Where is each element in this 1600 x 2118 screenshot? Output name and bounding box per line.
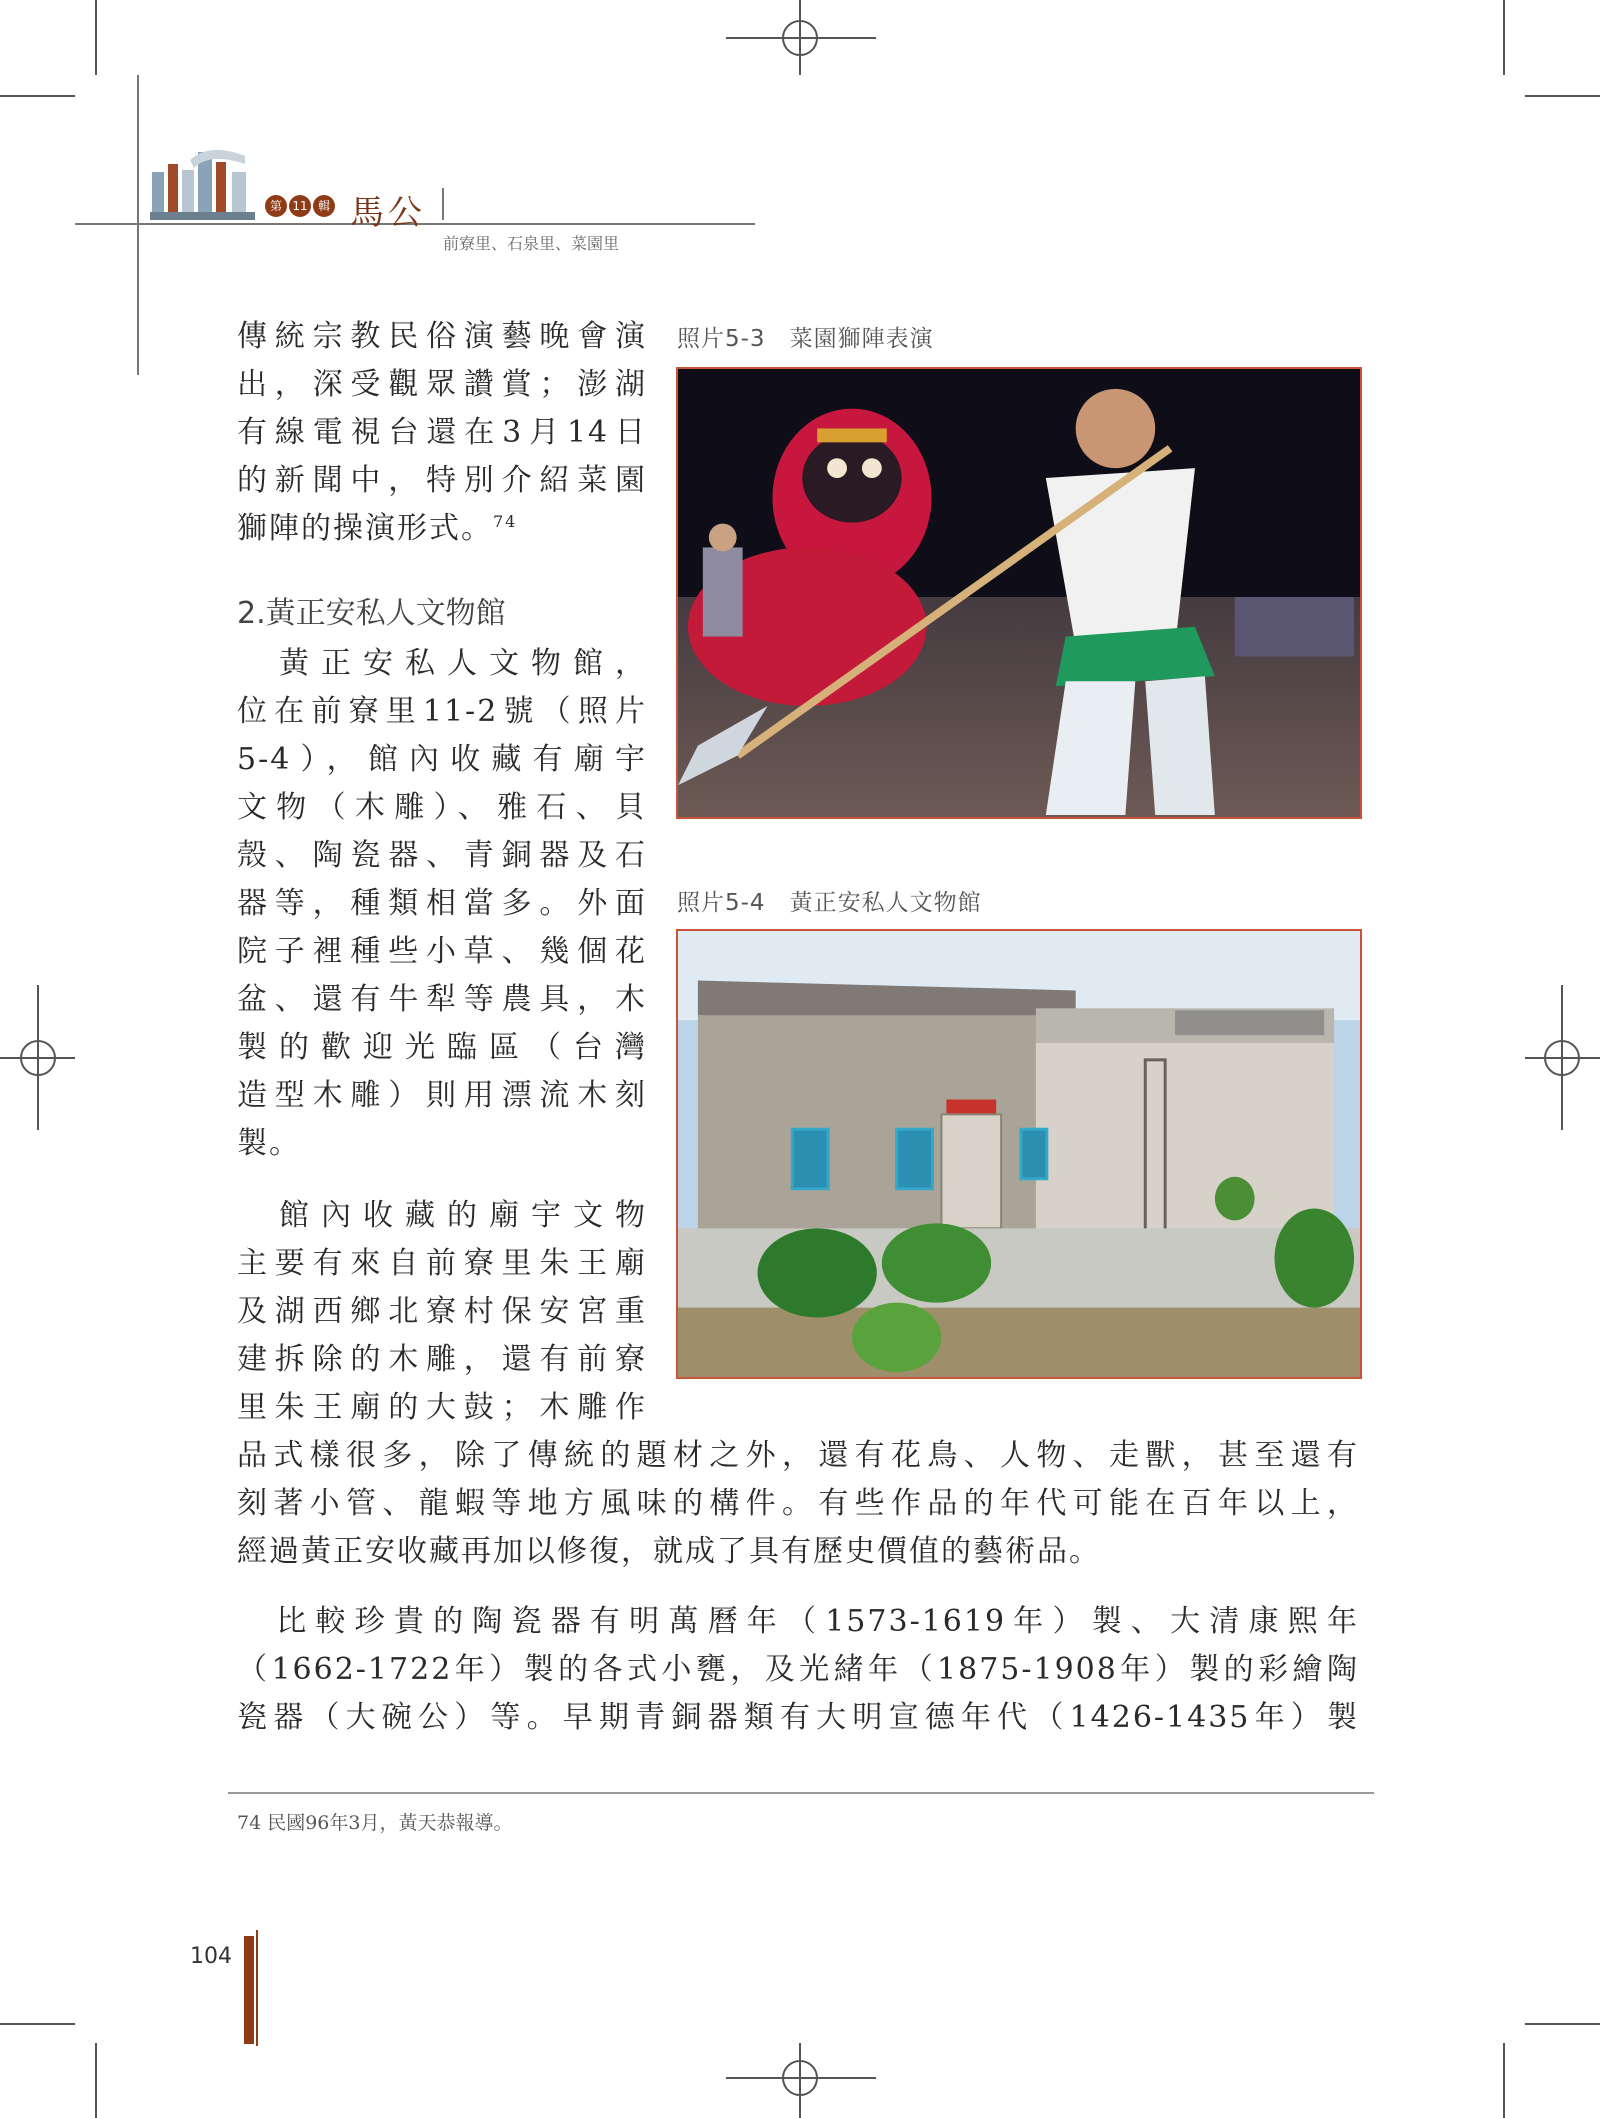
text-line: 館內收藏的廟宇文物	[237, 1198, 647, 1233]
lion-dance-illustration	[678, 369, 1360, 817]
crop-mark	[1503, 0, 1505, 75]
text-line: 造型木雕）則用漂流木刻	[237, 1078, 647, 1113]
registration-line	[1561, 985, 1563, 1130]
photo-caption-5-3: 照片5-3 菜園獅陣表演	[677, 326, 934, 352]
paragraph-4	[237, 1598, 1359, 1742]
text-line: 品式樣很多，除了傳統的題材之外，還有花鳥、人物、走獸，甚至還有	[237, 1438, 1359, 1473]
text-line: 5-4），館內收藏有廟宇	[237, 742, 647, 777]
text-line: 文物（木雕）、雅石、貝	[237, 790, 647, 825]
section-heading: 2.黃正安私人文物館	[237, 596, 506, 631]
crop-mark	[1525, 95, 1600, 97]
crop-mark	[0, 2023, 75, 2025]
registration-line	[799, 0, 801, 75]
text-line: 盆、還有牛犁等農具，木	[237, 982, 647, 1017]
photo-caption-5-4: 照片5-4 黃正安私人文物館	[677, 890, 982, 916]
text-line: 主要有來自前寮里朱王廟	[237, 1246, 647, 1281]
paragraph-3	[237, 1192, 647, 1432]
registration-line	[799, 2043, 801, 2118]
text-line: 院子裡種些小草、幾個花	[237, 934, 647, 969]
text-line: 製的歡迎光臨區（台灣	[237, 1030, 647, 1065]
text-line: 傳統宗教民俗演藝晚會演	[237, 319, 647, 354]
text-line: 位在前寮里11-2號（照片	[237, 694, 647, 729]
page-number: 104	[190, 1944, 232, 1969]
museum-illustration	[678, 931, 1360, 1377]
text-line: 比較珍貴的陶瓷器有明萬曆年（1573-1619年）製、大清康熙年	[237, 1604, 1359, 1639]
crop-mark	[1503, 2043, 1505, 2118]
text-line: 出，深受觀眾讚賞；澎湖	[237, 367, 647, 402]
text-line: 器等，種類相當多。外面	[237, 886, 647, 921]
volume-badge-char: 第	[265, 195, 287, 217]
text-line: （1662-1722年）製的各式小甕，及光緒年（1875-1908年）製的彩繪陶	[237, 1652, 1359, 1687]
temple-gate-logo	[150, 142, 255, 220]
text-line: 殼、陶瓷器、青銅器及石	[237, 838, 647, 873]
text-line: 黃正安私人文物館，	[237, 646, 647, 681]
text-line: 建拆除的木雕，還有前寮	[237, 1342, 647, 1377]
text-line: 刻著小管、龍蝦等地方風味的構件。有些作品的年代可能在百年以上，	[237, 1486, 1359, 1521]
header-vertical-rule	[137, 75, 139, 375]
crop-mark	[0, 95, 75, 97]
series-title: 馬公	[350, 193, 426, 233]
text-fragment: 獅陣的操演形式。	[237, 511, 493, 546]
photo-museum-building	[676, 929, 1362, 1379]
page-number-bar-thin	[256, 1930, 258, 2046]
text-line: 的新聞中，特別介紹菜園	[237, 463, 647, 498]
village-subtitle: 前寮里、石泉里、菜園里	[443, 234, 620, 253]
footnote-rule	[228, 1792, 1374, 1794]
text-line: 里朱王廟的大鼓；木雕作	[237, 1390, 647, 1425]
paragraph-1	[237, 313, 647, 553]
footnote-ref: 74	[493, 512, 518, 531]
registration-line	[726, 37, 876, 39]
volume-badge	[265, 195, 335, 217]
text-line: 經過黃正安收藏再加以修復，就成了具有歷史價值的藝術品。	[237, 1534, 1101, 1569]
crop-mark	[95, 2043, 97, 2118]
text-line: 及湖西鄉北寮村保安宮重	[237, 1294, 647, 1329]
header-divider	[442, 188, 444, 220]
crop-mark	[1525, 2023, 1600, 2025]
text-line: 瓷器（大碗公）等。早期青銅器類有大明宣德年代（1426-1435年）製	[237, 1700, 1359, 1735]
volume-badge-number: 11	[289, 195, 311, 217]
text-line: 有線電視台還在3月14日	[237, 415, 647, 450]
paragraph-2	[237, 640, 647, 1168]
registration-line	[726, 2077, 876, 2079]
photo-lion-dance	[676, 367, 1362, 819]
crop-mark	[95, 0, 97, 75]
paragraph-3-continued	[237, 1432, 1359, 1576]
registration-line	[37, 985, 39, 1130]
text-line	[237, 505, 647, 553]
page-number-bar	[244, 1936, 254, 2044]
footnote: 74 民國96年3月，黃天恭報導。	[237, 1812, 513, 1834]
volume-badge-char: 輯	[313, 195, 335, 217]
text-line: 製。	[237, 1126, 301, 1161]
